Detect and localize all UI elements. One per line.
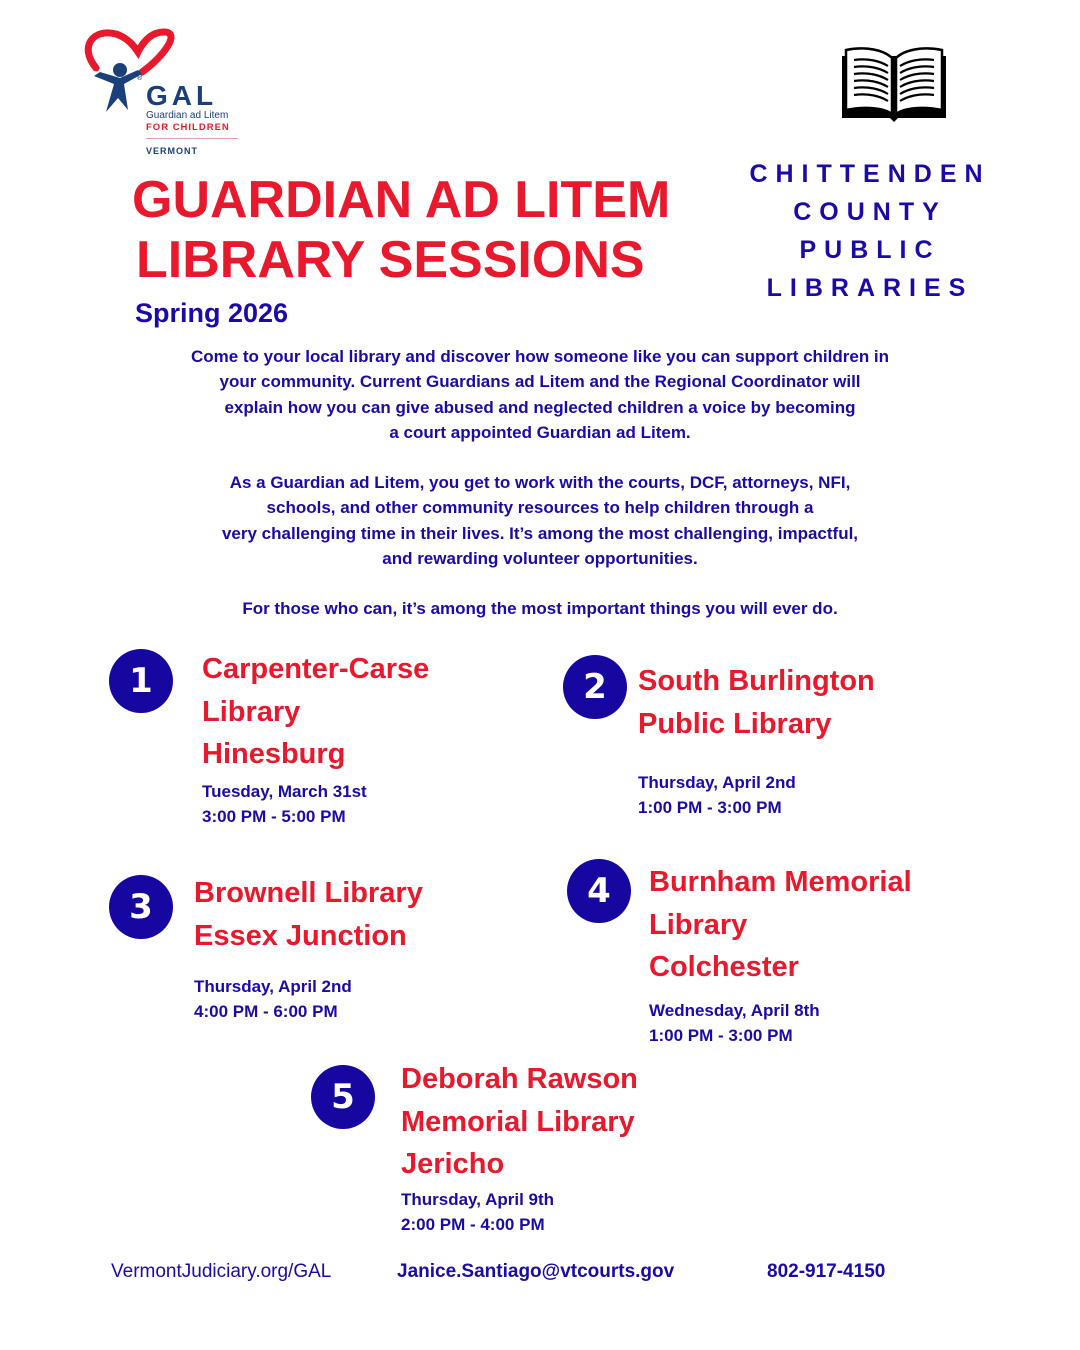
session-time: 1:00 PM - 3:00 PM <box>638 798 782 817</box>
open-book-icon <box>836 42 952 122</box>
season-label: Spring 2026 <box>135 298 289 328</box>
session-datetime <box>194 974 352 1024</box>
session-date: Thursday, April 2nd <box>638 773 796 792</box>
county-line: COUNTY <box>793 198 947 226</box>
title-line-2: LIBRARY SESSIONS <box>136 231 645 289</box>
library-name-line: Carpenter-Carse <box>202 653 430 685</box>
library-name-line: Essex Junction <box>194 919 407 952</box>
library-name-line: Burnham Memorial <box>649 866 912 898</box>
number-badge: 2 <box>563 655 627 719</box>
library-name-line: Library <box>649 908 748 941</box>
website-link[interactable]: VermontJudiciary.org/GAL <box>111 1261 332 1282</box>
county-libraries-heading <box>740 155 1000 307</box>
session-date: Thursday, April 2nd <box>194 977 352 996</box>
session-time: 2:00 PM - 4:00 PM <box>401 1215 545 1234</box>
library-name-line: Library <box>202 695 301 728</box>
intro-line: your community. Current Guardians ad Litem and the Regional Coordinator will <box>219 372 861 392</box>
logo-state: VERMONT <box>146 146 198 156</box>
intro-line: explain how you can give abused and neglected children a voice by becoming <box>224 397 856 417</box>
session-datetime <box>638 770 796 820</box>
county-line: PUBLIC <box>799 236 941 264</box>
session-time: 3:00 PM - 5:00 PM <box>202 807 346 826</box>
intro-closing: For those who can, it’s among the most important things you will ever do. <box>242 599 838 619</box>
logo-divider <box>146 138 238 139</box>
page-title <box>132 170 670 290</box>
county-line: CHITTENDEN <box>749 160 991 188</box>
logo-subtitle: Guardian ad Litem <box>146 110 229 121</box>
library-name <box>638 660 875 745</box>
library-name <box>202 648 429 776</box>
session-date: Thursday, April 9th <box>401 1190 555 1209</box>
phone-number[interactable]: 802-917-4150 <box>767 1261 886 1282</box>
library-name-line: Hinesburg <box>202 738 346 770</box>
number-badge: 5 <box>311 1065 375 1129</box>
session-time: 1:00 PM - 3:00 PM <box>649 1026 793 1045</box>
library-name <box>649 861 912 989</box>
library-name-line: Public Library <box>638 707 832 740</box>
logo-tagline: FOR CHILDREN <box>146 122 230 133</box>
library-name-line: Deborah Rawson <box>401 1063 638 1095</box>
logo-acronym: GAL <box>146 80 218 111</box>
number-badge: 3 <box>109 875 173 939</box>
county-line: LIBRARIES <box>766 274 974 302</box>
intro-line: As a Guardian ad Litem, you get to work with the courts, DCF, attorneys, NFI, <box>229 473 851 493</box>
svg-text:®: ® <box>136 74 143 82</box>
session-time: 4:00 PM - 6:00 PM <box>194 1002 338 1021</box>
library-name-line: Brownell Library <box>194 877 423 909</box>
library-name-line: Colchester <box>649 951 799 983</box>
intro-text <box>120 344 960 622</box>
session-date: Wednesday, April 8th <box>649 1001 820 1020</box>
number-badge: 1 <box>109 649 173 713</box>
session-datetime <box>202 779 367 829</box>
library-name <box>194 872 423 957</box>
library-name-line: Jericho <box>401 1148 505 1180</box>
intro-line: a court appointed Guardian ad Litem. <box>389 422 691 442</box>
intro-line: schools, and other community resources to help children through a <box>266 498 814 518</box>
library-name-line: Memorial Library <box>401 1105 635 1138</box>
session-datetime <box>401 1187 554 1237</box>
email-link[interactable]: Janice.Santiago@vtcourts.gov <box>397 1261 675 1282</box>
library-name <box>401 1058 638 1186</box>
intro-line: very challenging time in their lives. It’s among the most challenging, impactful, <box>221 523 859 543</box>
title-line-1: GUARDIAN AD LITEM <box>132 171 671 229</box>
library-name-line: South Burlington <box>638 665 875 697</box>
intro-line: and rewarding volunteer opportunities. <box>382 549 698 569</box>
session-datetime <box>649 998 820 1048</box>
number-badge: 4 <box>567 859 631 923</box>
intro-line: Come to your local library and discover how someone like you can support children in <box>190 347 890 366</box>
session-date: Tuesday, March 31st <box>202 782 367 801</box>
